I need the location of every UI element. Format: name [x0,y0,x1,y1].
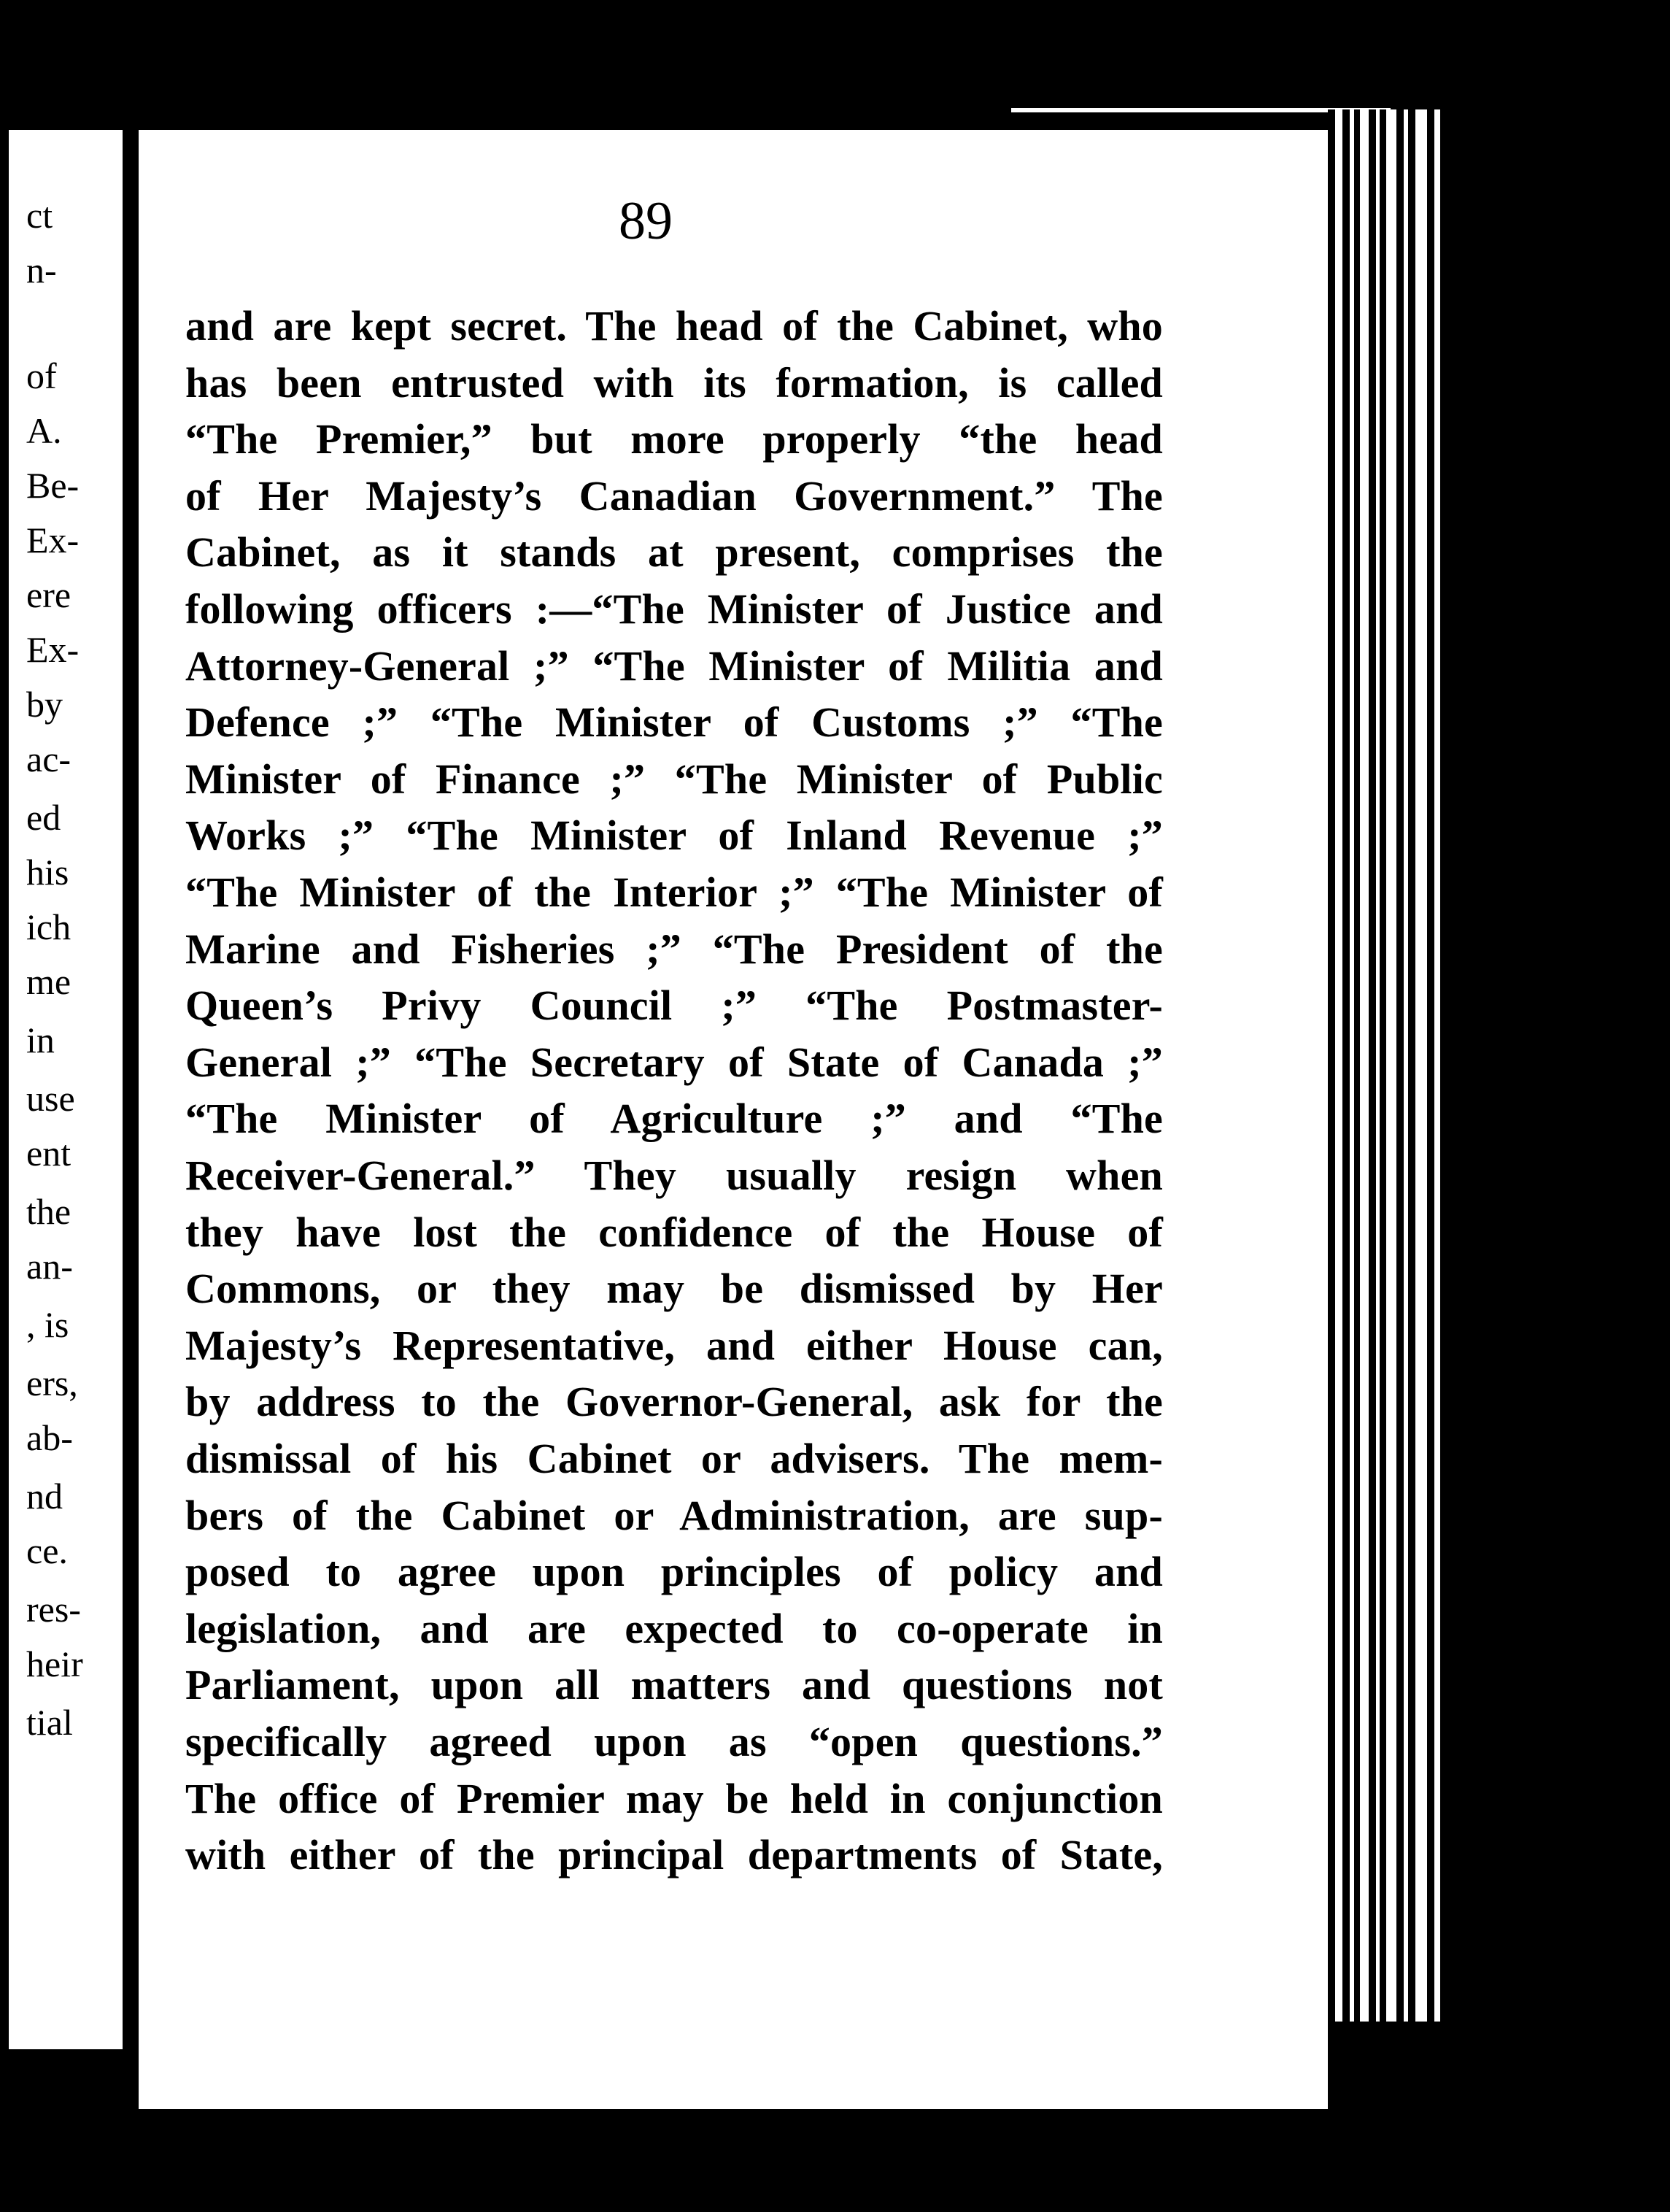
left-page-text-fragment: ab- [26,1417,73,1458]
left-page-text-fragment: n- [26,250,57,290]
text-line: “The Minister of Agriculture ;” and “The [185,1095,1163,1143]
text-line: with either of the principal departments of State, [185,1831,1163,1879]
text-line: Attorney-General ;” “The Minister of Militia and [185,641,1163,690]
text-line: Cabinet, as it stands at present, comprises the [185,528,1163,577]
left-page-text-fragment: in [26,1020,55,1060]
left-page-text-fragment: Be- [26,465,80,506]
page-edges [1328,109,1452,2022]
left-page-text-fragment: res- [26,1589,81,1630]
text-line: Parliament, upon all matters and questions not [185,1661,1163,1709]
left-page-text-fragment: of [26,355,57,396]
text-line: The office of Premier may be held in conjunction [185,1774,1163,1822]
text-line: Receiver-General.” They usually resign when [185,1152,1163,1199]
text-line: Marine and Fisheries ;” “The President of the [185,925,1163,973]
left-page-text-fragment: Ex- [26,629,80,670]
text-line: Queen’s Privy Council ;” “The Postmaster- [185,982,1163,1030]
text-line: has been entrusted with its formation, is called [185,358,1163,406]
left-page-text-fragment: an- [26,1246,73,1287]
text-line: “The Minister of the Interior ;” “The Minister of [185,868,1163,916]
text-line: Defence ;” “The Minister of Customs ;” “The [185,698,1163,747]
left-page-text-fragment: the [26,1191,71,1232]
text-line: and are kept secret. The head of the Cabinet, who [185,302,1163,350]
text-line: Works ;” “The Minister of Inland Revenue ;” [185,812,1163,860]
left-page-text-fragment: heir [26,1643,83,1684]
text-line: of Her Majesty’s Canadian Government.” The [185,471,1163,520]
left-page-text-fragment: his [26,852,69,893]
text-line: Commons, or they may be dismissed by Her [185,1265,1163,1313]
left-page-text-fragment: tial [26,1702,73,1743]
left-page-text-fragment: A. [26,410,62,451]
left-page-text-fragment: ere [26,574,71,615]
left-page-text-fragment: , is [26,1304,69,1345]
text-line: Minister of Finance ;” “The Minister of Public [185,755,1163,803]
text-line: following officers :—“The Minister of Justice and [185,585,1163,633]
left-page-text-fragment: Ex- [26,520,80,560]
left-page-text-fragment: ed [26,797,61,838]
left-page-text-fragment: ent [26,1133,71,1174]
left-page-text-fragment: by [26,684,63,725]
left-page-text-fragment: ac- [26,739,71,779]
text-line: legislation, and are expected to co-operate in [185,1604,1163,1652]
text-line: “The Premier,” but more properly “the head [185,415,1163,463]
text-line: dismissal of his Cabinet or advisers. The mem- [185,1435,1163,1482]
left-page-text-fragment: use [26,1078,75,1119]
text-line: by address to the Governor-General, ask for the [185,1378,1163,1426]
text-line: specifically agreed upon as “open questions.” [185,1718,1163,1765]
text-line: General ;” “The Secretary of State of Canada ;” [185,1038,1163,1086]
book-page [123,130,1328,2109]
text-line: they have lost the confidence of the House of [185,1208,1163,1256]
left-page-text-fragment: ich [26,906,71,947]
page-number: 89 [619,191,673,251]
left-page-text-fragment: nd [26,1476,63,1517]
left-page-text-fragment: ct [26,195,53,236]
text-line: posed to agree upon principles of policy and [185,1548,1163,1596]
left-page-text-fragment: ce. [26,1530,68,1571]
text-line: Majesty’s Representative, and either House can, [185,1321,1163,1369]
text-line: bers of the Cabinet or Administration, are sup- [185,1491,1163,1539]
left-page-text-fragment: me [26,961,71,1002]
left-page-text-fragment: ers, [26,1363,78,1403]
